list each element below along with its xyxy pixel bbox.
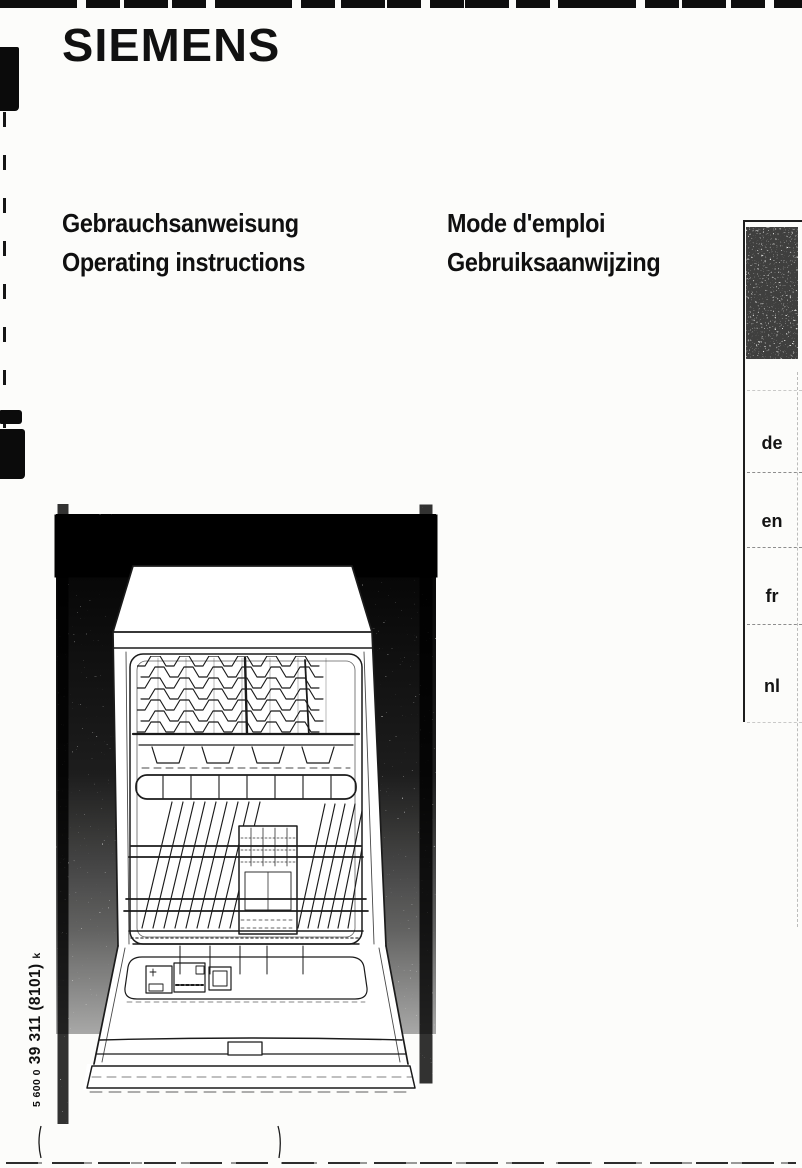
title-de: Gebrauchsanweisung (62, 208, 299, 238)
cutlery-basket (239, 826, 297, 934)
part-number-prefix: 5 600 0 (31, 1069, 43, 1107)
bottom-dashed-border (6, 1162, 796, 1164)
top-dashed-border (0, 0, 802, 8)
title-en: Operating instructions (62, 247, 306, 277)
lang-tab-nl: nl (764, 676, 780, 696)
lang-tab-divider (747, 390, 802, 391)
part-number-main: 39 311 (8101) (27, 963, 44, 1065)
binding-mark-large (0, 429, 25, 479)
lang-tab-fr: fr (765, 586, 779, 606)
title-column-left (62, 204, 332, 282)
lang-tab-divider (747, 624, 802, 625)
binding-dashed-line (3, 112, 6, 434)
title-nl: Gebruiksaanwijzing (447, 247, 661, 277)
lang-tab-divider (747, 472, 802, 473)
lang-tab-right-dashed-edge (797, 372, 798, 927)
binding-mark-small (0, 410, 22, 424)
part-number (27, 952, 45, 1107)
lang-tab-divider (747, 722, 802, 723)
part-number-suffix: k (31, 952, 43, 959)
stray-scan-marks (39, 1126, 280, 1158)
brand-logo: SIEMENS (62, 19, 281, 71)
title-column-right (447, 204, 684, 282)
binding-mark-top (0, 47, 19, 111)
lang-tab-en: en (761, 511, 783, 531)
title-fr: Mode d'emploi (447, 208, 606, 238)
language-tab-column (743, 220, 802, 722)
lang-tab-de: de (761, 433, 783, 453)
lang-tab-divider (747, 547, 802, 548)
dishwasher-drawing (83, 566, 419, 1092)
